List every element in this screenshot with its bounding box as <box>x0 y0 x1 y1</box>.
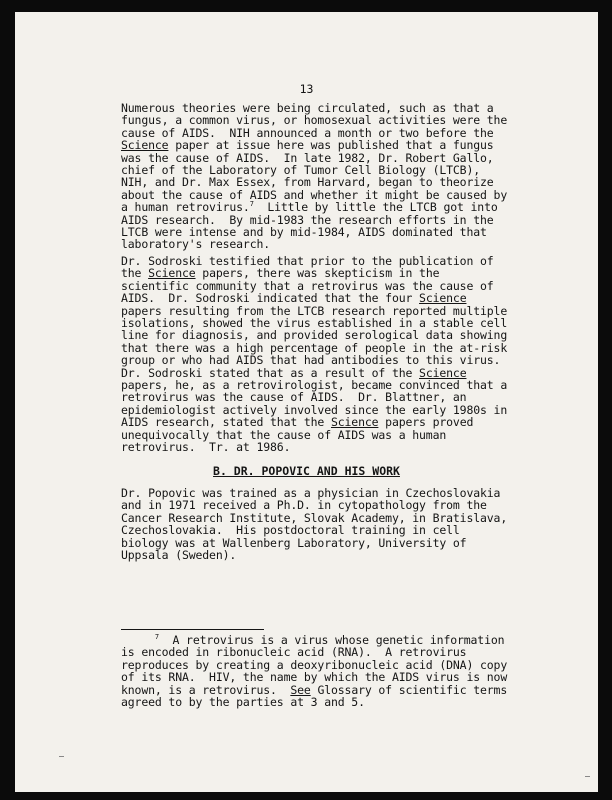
text-line: Czechoslovakia. His postdoctoral training in cell <box>121 523 460 538</box>
text-line: Science paper at issue here was published that a fungus <box>121 138 494 153</box>
footnote-7 <box>121 634 541 708</box>
text-line: NIH, and Dr. Max Essex, from Harvard, began to theorize <box>121 175 494 190</box>
text-line: a human retrovirus.$^7$ Little by little the LTCB got into <box>121 200 498 215</box>
scan-mark <box>585 776 590 777</box>
text-line: unequivocally that the cause of AIDS was a human <box>121 427 447 442</box>
text-line: scientific community that a retrovirus was the cause of <box>121 278 494 293</box>
text-line: and in 1971 received a Ph.D. in cytopathology from the <box>121 498 487 513</box>
text-line: Dr. Sodroski testified that prior to the publication of <box>121 254 494 268</box>
document-page <box>15 12 598 792</box>
text-line: AIDS. Dr. Sodroski indicated that the four Science <box>121 291 467 306</box>
text-line: Dr. Sodroski stated that as a result of the Science <box>121 365 467 380</box>
underlined-term: Science <box>419 291 467 306</box>
text-line: papers resulting from the LTCB research reported multiple <box>121 303 508 318</box>
underlined-term: Science <box>419 365 467 380</box>
text-line: retrovirus was the cause of AIDS. Dr. Blattner, an <box>121 390 467 405</box>
text-line: papers, he, as a retrovirologist, became convinced that a <box>121 378 508 393</box>
text-line: Dr. Popovic was trained as a physician in Czechoslovakia <box>121 486 501 500</box>
underlined-term: Science <box>330 415 379 430</box>
paragraph-history-of-theories <box>121 102 521 251</box>
text-line: epidemiologist actively involved since the early 1980s in <box>121 402 508 417</box>
text-line: line for diagnosis, and provided serological data showing <box>121 328 508 343</box>
text-line: $^7$ A retrovirus is a virus whose genetic information <box>154 633 505 647</box>
text-line: LTCB were intense and by mid-1984, AIDS dominated that <box>121 225 487 240</box>
text-line: Uppsala (Sweden). <box>121 548 237 563</box>
text-line: cause of AIDS. NIH announced a month or two before the <box>121 125 494 140</box>
underlined-term: Science <box>121 138 169 153</box>
page-number: 13 <box>299 82 314 96</box>
text-line: fungus, a common virus, or homosexual activities were the <box>121 113 508 128</box>
text-line: biology was at Wallenberg Laboratory, University of <box>121 535 467 550</box>
footnote-marker: 7 <box>249 200 254 209</box>
text-line: that there was a high percentage of people in the at-risk <box>121 340 508 355</box>
text-line: chief of the Laboratory of Tumor Cell Biology (LTCB), <box>121 163 481 178</box>
text-line: is encoded in ribonucleic acid (RNA). A retrovirus <box>121 645 467 660</box>
text-line: known, is a retrovirus. See Glossary of scientific terms <box>121 682 508 697</box>
text-line: Cancer Research Institute, Slovak Academy, in Bratislava, <box>121 510 508 525</box>
text-line: agreed to by the parties at 3 and 5. <box>121 695 365 710</box>
text-line: was the cause of AIDS. In late 1982, Dr. Robert Gallo, <box>121 150 494 165</box>
text-line: AIDS research. By mid-1983 the research efforts in the <box>121 212 494 227</box>
text-line: group or who had AIDS that had antibodies to this virus. <box>121 353 501 368</box>
underlined-term: See <box>290 682 311 697</box>
text-line: laboratory's research. <box>121 237 271 252</box>
paragraph-sodroski-testimony <box>121 255 521 454</box>
scan-mark <box>59 756 64 757</box>
text-line: retrovirus. Tr. at 1986. <box>121 440 291 455</box>
text-line: reproduces by creating a deoxyribonucleic acid (DNA) copy <box>121 657 508 672</box>
text-line: AIDS research, stated that the Science papers proved <box>121 415 474 430</box>
text-line: Numerous theories were being circulated, such as that a <box>121 101 494 115</box>
text-line: of its RNA. HIV, the name by which the AIDS virus is now <box>121 670 508 685</box>
section-heading: B. DR. POPOVIC AND HIS WORK <box>213 464 400 478</box>
footnote-divider <box>121 629 264 630</box>
footnote-marker: 7 <box>154 633 159 642</box>
underlined-term: Science <box>148 266 196 281</box>
text-line: isolations, showed the virus established in a stable cell <box>121 316 508 331</box>
paragraph-popovic-background <box>121 487 521 561</box>
text-line: about the cause of AIDS and whether it might be caused by <box>121 187 508 202</box>
text-line: the Science papers, there was skepticism in the <box>121 266 440 281</box>
